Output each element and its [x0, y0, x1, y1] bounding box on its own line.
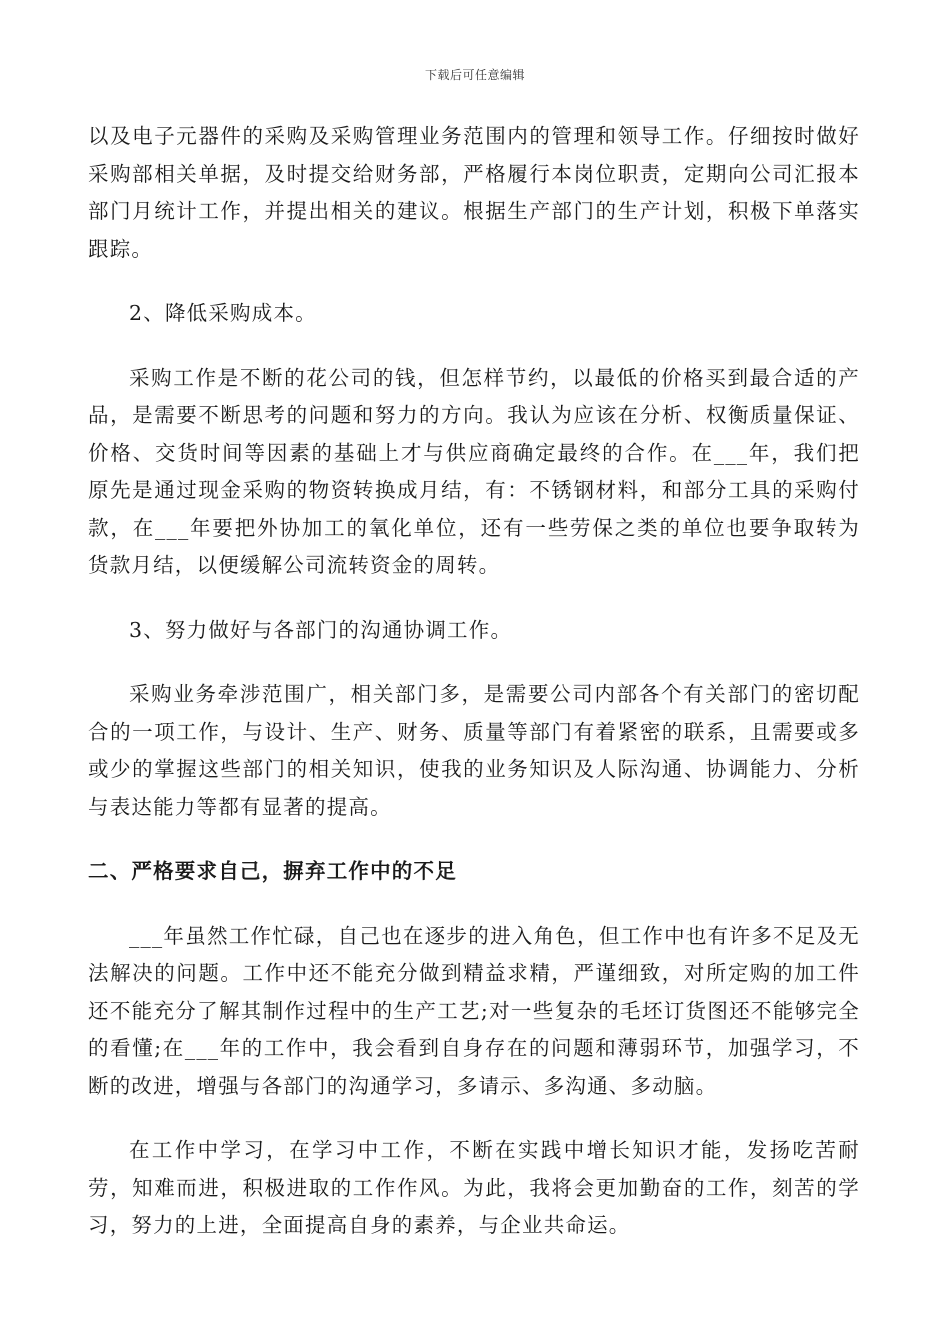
paragraph-learning: 在工作中学习，在学习中工作，不断在实践中增长知识才能，发扬吃苦耐劳，知难而进，积极进取的工作作风。为此，我将会更加勤奋的工作，刻苦的学习，努力的上进，全面提高自身的素养，与企业共命运。	[88, 1138, 860, 1237]
paragraph-communication: 采购业务牵涉范围广，相关部门多，是需要公司内部各个有关部门的密切配合的一项工作，与设计、生产、财务、质量等部门有着紧密的联系，且需要或多或少的掌握这些部门的相关知识，使我的业务知识及人际沟通、协调能力、分析与表达能力等都有显著的提高。	[88, 682, 860, 819]
section-title-communication: 3、努力做好与各部门的沟通协调工作。	[129, 617, 513, 642]
page-header: 下载后可任意编辑	[424, 68, 525, 82]
paragraph-shortcomings: ___年虽然工作忙碌，自己也在逐步的进入角色，但工作中也有许多不足及无法解决的问题。工作中还不能充分做到精益求精，严谨细致，对所定购的加工件还不能充分了解其制作过程中的生产工艺;对一些复杂的毛坯订货图还不能够完全的看懂;在___年的工作中，我会看到自身存在的问题和薄弱环节，加强学习，不断的改进，增强与各部门的沟通学习，多请示、多沟通、多动脑。	[88, 923, 860, 1098]
section-heading-shortcomings: 二、严格要求自己，摒弃工作中的不足	[88, 859, 457, 883]
document-body	[88, 118, 860, 1272]
paragraph-reduce-cost: 采购工作是不断的花公司的钱，但怎样节约，以最低的价格买到最合适的产品，是需要不断思考的问题和努力的方向。我认为应该在分析、权衡质量保证、价格、交货时间等因素的基础上才与供应商确定最终的合作。在___年，我们把原先是通过现金采购的物资转换成月结，有：不锈钢材料，和部分工具的采购付款，在___年要把外协加工的氧化单位，还有一些劳保之类的单位也要争取转为货款月结，以便缓解公司流转资金的周转。	[88, 365, 860, 577]
paragraph-procurement-duties: 以及电子元器件的采购及采购管理业务范围内的管理和领导工作。仔细按时做好采购部相关单据，及时提交给财务部，严格履行本岗位职责，定期向公司汇报本部门月统计工作，并提出相关的建议。根据生产部门的生产计划，积极下单落实跟踪。	[88, 124, 860, 261]
section-title-reduce-cost: 2、降低采购成本。	[129, 301, 317, 325]
